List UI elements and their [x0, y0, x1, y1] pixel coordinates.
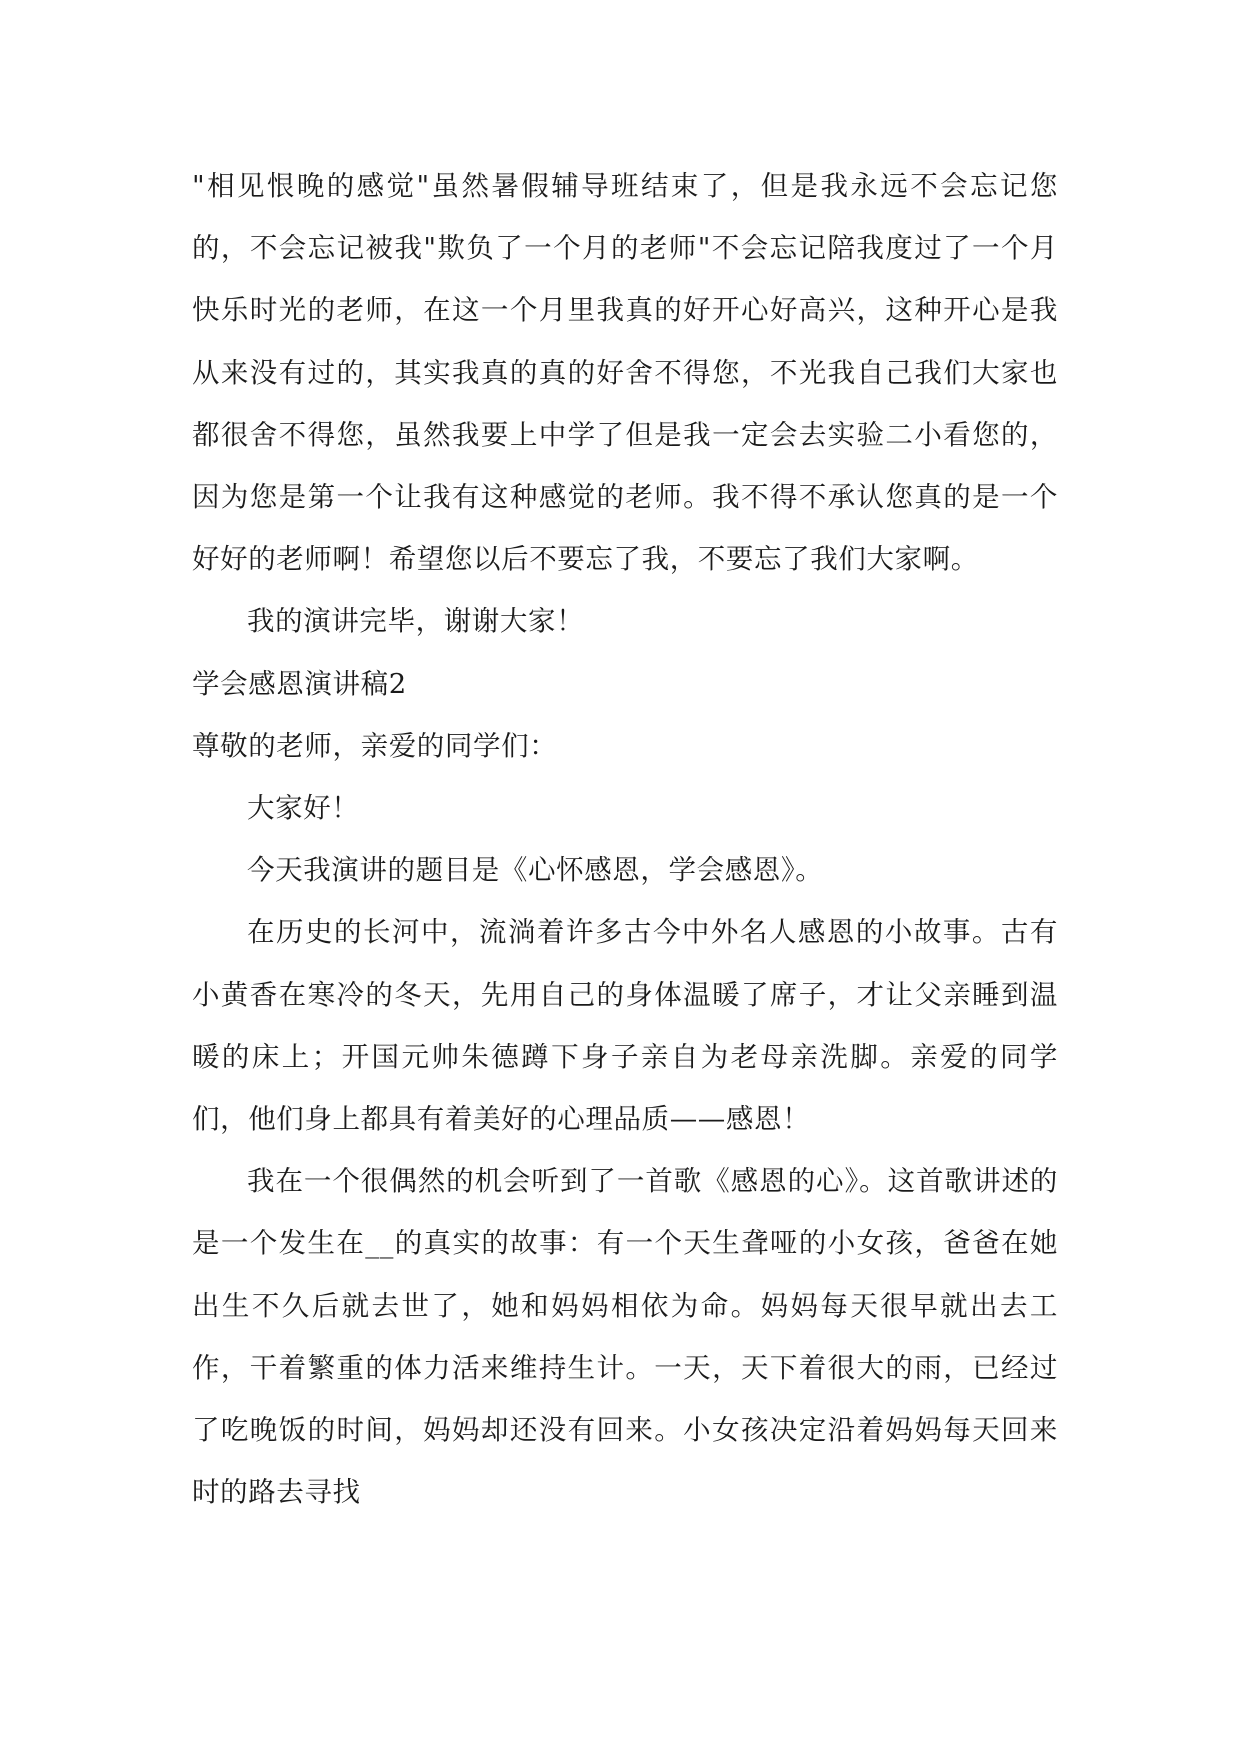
- document-body: [192, 155, 1058, 1523]
- speech-topic: 今天我演讲的题目是《心怀感恩，学会感恩》。: [247, 854, 824, 887]
- section-title: 学会感恩演讲稿2: [192, 667, 407, 700]
- greeting: 大家好！: [247, 792, 360, 825]
- paragraph-closing-remark: 我的演讲完毕，谢谢大家！: [247, 605, 585, 638]
- paragraph-history-stories: 在历史的长河中，流淌着许多古今中外名人感恩的小故事。古有小黄香在寒冷的冬天，先用自己的身体温暖了席子，才让父亲睡到温暖的床上；开国元帅朱德蹲下身子亲自为老母亲洗脚。亲爱的同学们，他们身上都具有着美好的心理品质——感恩！: [192, 916, 1058, 1136]
- salutation: 尊敬的老师，亲爱的同学们：: [192, 729, 558, 762]
- paragraph-letter-ending: "相见恨晚的感觉"虽然暑假辅导班结束了，但是我永远不会忘记您的，不会忘记被我"欺负了一个月的老师"不会忘记陪我度过了一个月快乐时光的老师，在这一个月里我真的好开心好高兴，这种开心是我从来没有过的，其实我真的真的好舍不得您，不光我自己我们大家也都很舍不得您，虽然我要上中学了但是我一定会去实验二小看您的，因为您是第一个让我有这种感觉的老师。我不得不承认您真的是一个好好的老师啊！希望您以后不要忘了我，不要忘了我们大家啊。: [192, 170, 1058, 576]
- paragraph-song-story: 我在一个很偶然的机会听到了一首歌《感恩的心》。这首歌讲述的是一个发生在__的真实的故事：有一个天生聋哑的小女孩，爸爸在她出生不久后就去世了，她和妈妈相依为命。妈妈每天很早就出去工作，干着繁重的体力活来维持生计。一天，天下着很大的雨，已经过了吃晚饭的时间，妈妈却还没有回来。小女孩决定沿着妈妈每天回来时的路去寻找: [192, 1165, 1058, 1509]
